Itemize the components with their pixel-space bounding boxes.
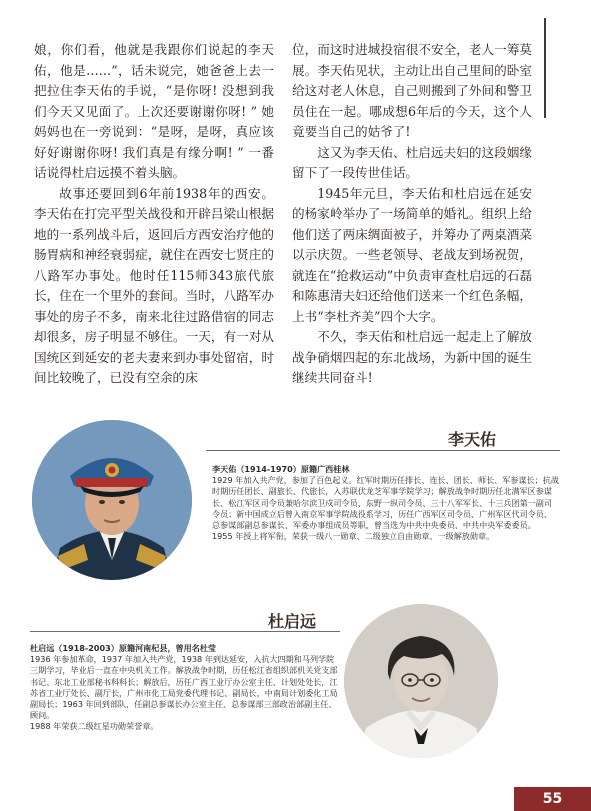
article-paragraph: 故事还要回到6年前1938年的西安。李天佑在打完平型关战役和开辟吕梁山根据地的一系列战斗后，返回后方西安治疗他的肠胃病和神经衰弱症，就住在西安七贤庄的八路军办事处。他时任115师343旅代旅长，住在一个里外的套间。当时，八路军办事处的房子不多，南来北往过路借宿的同志却很多，房子明显不够住。一天，有一对从国统区到延安的老夫妻来到办事处留宿，时间比较晚了，已没有空余的床 xyxy=(34,185,274,385)
article-right-column xyxy=(292,40,532,389)
divider-du xyxy=(30,631,340,632)
article-paragraph: 1945年元旦，李天佑和杜启远在延安的杨家岭举办了一场简单的婚礼。组织上给他们送了两床绸面被子，并筹办了两桌酒菜以示庆贺。一些老领导、老战友到场祝贺，就连在“抢救运动”中负责审查杜启远的石磊和陈惠清夫妇还给他们送来一个红色条幅，上书“李杜齐美”四个大字。 xyxy=(292,185,532,324)
article-paragraph: 娘，你们看，他就是我跟你们说起的李天佑，他是……”，话未说完，她爸爸上去一把拉住李天佑的手说，“是你呀! 没想到我们今天又见面了。上次还要谢谢你呀! ” 她妈妈也在一旁说到：“是呀，是呀，真应该好好谢谢你呀! 我们真是有缘分啊! ” 一番话说得杜启远摸不着头脑。 xyxy=(34,42,274,180)
bio-du-head: 杜启远（1918-2003）原籍河南杞县，曾用名杜莹 xyxy=(30,643,217,653)
top-decor-line xyxy=(544,18,546,118)
bio-du-tail: 1988 年荣获二级红星功勋荣誉章。 xyxy=(30,721,159,732)
article-paragraph: 不久，李天佑和杜启远一起走上了解放战争硝烟四起的东北战场，为新中国的诞生继续共同奋斗! xyxy=(292,329,532,385)
bio-du-body: 1936 年参加革命，1937 年加入共产党，1938 年到达延安，入抗大四期和马列学院三期学习，毕业后一直在中央机关工作。解放战争时期，历任松江省组织部机关党支部书记、东北工业部秘书科科长；解放后，历任广西工业厅办公室主任、计划处处长，江苏省工业厅处长、副厅长，广州市化工局党委代理书记、副局长，中南局计划委化工局副局长；1963 年回到部队，任副总参谋长办公室主任、总参谋部三部政治部副主任、顾问。 xyxy=(30,654,338,721)
bio-li-tianyou xyxy=(212,464,560,542)
name-li-tianyou: 李天佑 xyxy=(448,430,497,449)
bio-li-tail: 1955 年授上将军衔，荣获一级八一勋章、二级独立自由勋章、一级解放勋章。 xyxy=(212,531,495,542)
page-number: 55 xyxy=(514,787,591,811)
portrait-du-qiyuan xyxy=(344,604,498,758)
article-left-column xyxy=(34,40,274,389)
article-paragraph: 这又为李天佑、杜启远夫妇的这段姻缘留下了一段传世佳话。 xyxy=(292,144,532,180)
portrait-du-qiyuan-image xyxy=(344,604,498,758)
portrait-li-tianyou xyxy=(32,420,192,580)
bio-li-head: 李天佑（1914-1970）原籍广西桂林 xyxy=(212,464,350,474)
article-paragraph: 位，而这时进城投宿很不安全，老人一筹莫展。李天佑见状，主动让出自己里间的卧室给这对老人休息，自己则搬到了外间和警卫员住在一起。哪成想6年后的今天，这个人竟要当自己的姑爷了! xyxy=(292,42,532,139)
bio-du-qiyuan xyxy=(30,643,342,733)
name-du-qiyuan: 杜启远 xyxy=(268,612,317,631)
bio-li-body: 1929 年加入共产党，参加了百色起义。红军时期历任排长、连长、团长、师长、军参谋长；抗战时期历任团长、副旅长、代旅长，入苏联伏龙芝军事学院学习；解放战争时期历任北满军区参谋长、松江军区司令员兼哈尔滨卫戍司令员、东野一纵司令员、三十八军军长、十三兵团第一副司令员；新中国成立后曾入南京军事学院战役系学习，历任广西军区司令员、广州军区代司令员、总参谋部副总参谋长、军委办事组成员等职，曾当选为中共中央委员、中共中央军委委员。 xyxy=(212,475,559,531)
divider-li xyxy=(206,450,560,451)
portrait-li-tianyou-image xyxy=(32,420,192,580)
